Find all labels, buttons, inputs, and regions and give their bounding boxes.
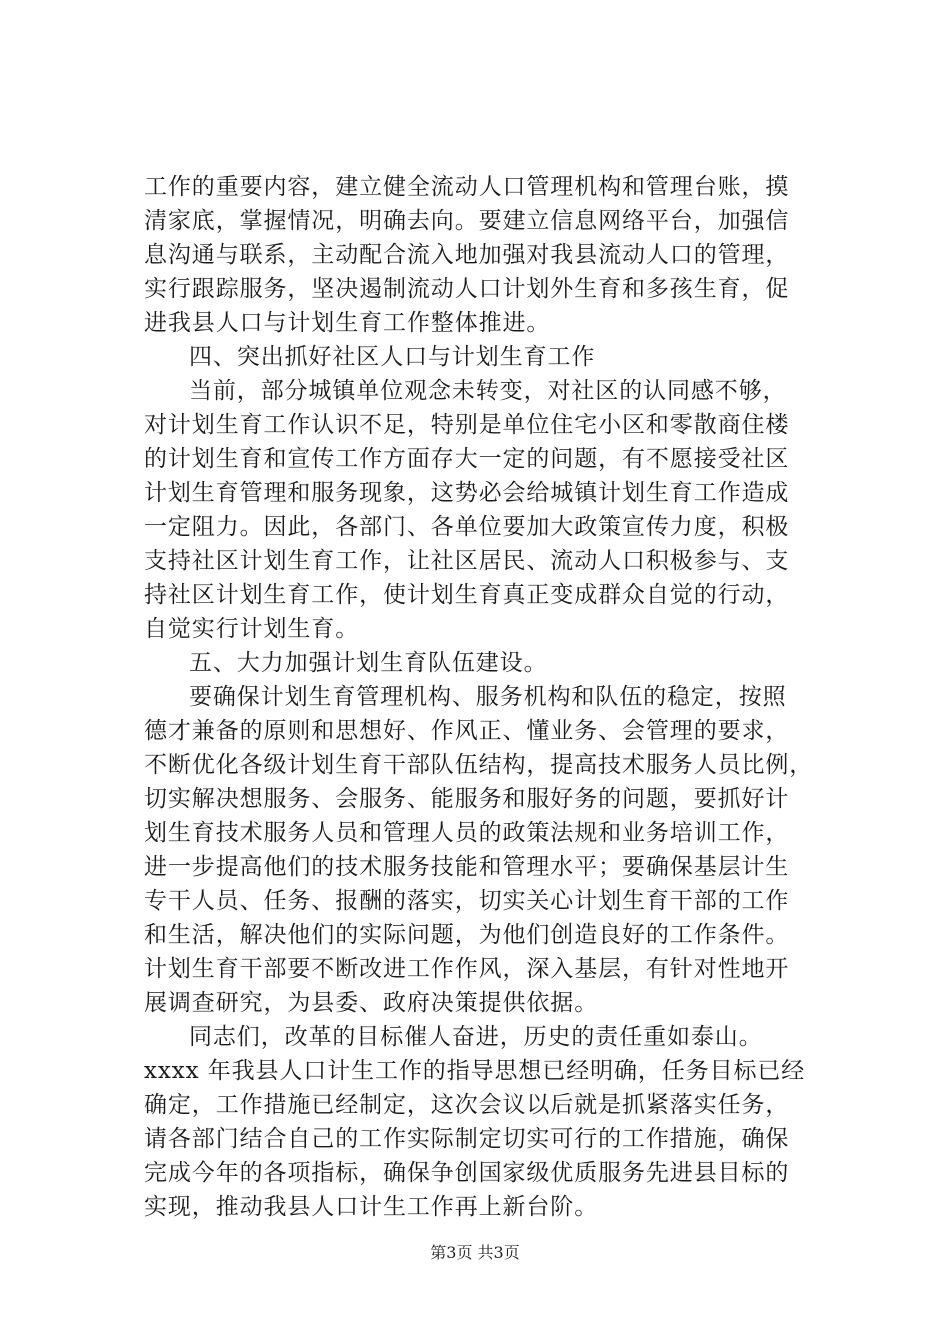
text-line: xxxx 年我县人口计生工作的指导思想已经明确，任务目标已经 <box>144 1058 806 1084</box>
text-line: 展调查研究，为县委、政府决策提供依据。 <box>144 990 599 1016</box>
text-line: 划生育技术服务人员和管理人员的政策法规和业务培训工作， <box>144 820 790 846</box>
text-line: 切实解决想服务、会服务、能服务和服好务的问题，要抓好计 <box>144 786 790 812</box>
text-line: 息沟通与联系，主动配合流入地加强对我县流动人口的管理， <box>144 242 790 268</box>
text-line: 进我县人口与计划生育工作整体推进。 <box>144 310 551 336</box>
text-line: 请各部门结合自己的工作实际制定切实可行的工作措施，确保 <box>144 1126 790 1152</box>
page-footer: 第3页 共3页 <box>430 1243 520 1262</box>
text-line: 对计划生育工作认识不足，特别是单位住宅小区和零散商住楼 <box>144 412 790 438</box>
text-line: 当前，部分城镇单位观念未转变，对社区的认同感不够， <box>189 378 787 404</box>
text-line: 五、大力加强计划生育队伍建设。 <box>189 650 548 676</box>
text-line: 和生活，解决他们的实际问题，为他们创造良好的工作条件。 <box>144 922 790 948</box>
document-body <box>144 170 844 1224</box>
text-line: 不断优化各级计划生育干部队伍结构，提高技术服务人员比例， <box>144 752 814 778</box>
text-line: 工作的重要内容，建立健全流动人口管理机构和管理台账，摸 <box>144 174 790 200</box>
text-line: 的计划生育和宣传工作方面存大一定的问题，有不愿接受社区 <box>144 446 790 472</box>
text-line: 完成今年的各项指标，确保争创国家级优质服务先进县目标的 <box>144 1160 790 1186</box>
text-line: 同志们，改革的目标催人奋进，历史的责任重如泰山。 <box>189 1024 763 1050</box>
text-line: 四、突出抓好社区人口与计划生育工作 <box>189 344 596 370</box>
text-line: 计划生育管理和服务现象，这势必会给城镇计划生育工作造成 <box>144 480 790 506</box>
text-line: 实行跟踪服务，坚决遏制流动人口计划外生育和多孩生育，促 <box>144 276 790 302</box>
text-line: 计划生育干部要不断改进工作作风，深入基层，有针对性地开 <box>144 956 790 982</box>
text-line: 专干人员、任务、报酬的落实，切实关心计划生育干部的工作 <box>144 888 790 914</box>
text-line: 一定阻力。因此，各部门、各单位要加大政策宣传力度，积极 <box>144 514 790 540</box>
text-line: 进一步提高他们的技术服务技能和管理水平；要确保基层计生 <box>144 854 790 880</box>
text-line: 实现，推动我县人口计生工作再上新台阶。 <box>144 1194 599 1220</box>
text-line: 支持社区计划生育工作，让社区居民、流动人口积极参与、支 <box>144 548 790 574</box>
text-line: 清家底，掌握情况，明确去向。要建立信息网络平台，加强信 <box>144 208 790 234</box>
text-line: 确定，工作措施已经制定，这次会议以后就是抓紧落实任务， <box>144 1092 790 1118</box>
text-line: 要确保计划生育管理机构、服务机构和队伍的稳定，按照 <box>189 684 787 710</box>
text-line: 德才兼备的原则和思想好、作风正、懂业务、会管理的要求， <box>144 718 790 744</box>
text-line: 自觉实行计划生育。 <box>144 616 360 642</box>
text-line: 持社区计划生育工作，使计划生育真正变成群众自觉的行动， <box>144 582 790 608</box>
